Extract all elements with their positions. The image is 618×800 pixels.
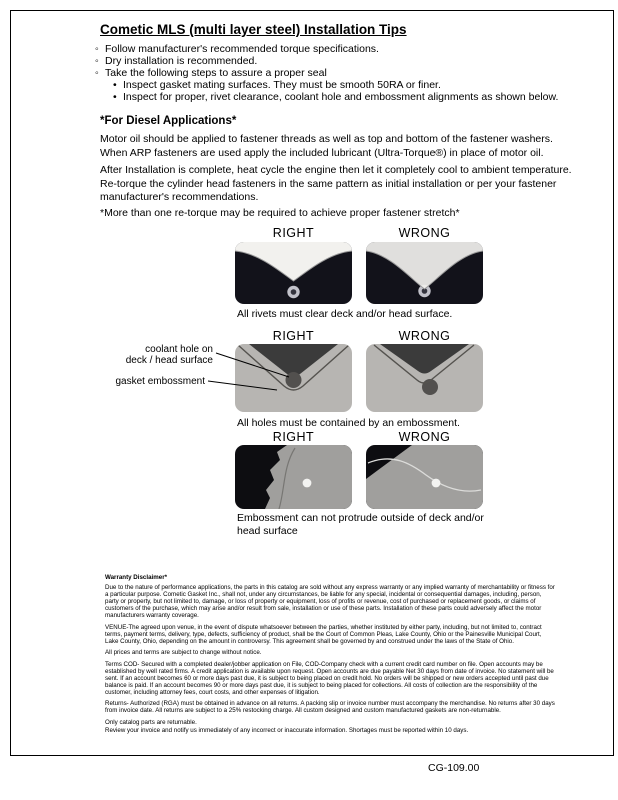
tips-list [95,43,379,79]
page-title: Cometic MLS (multi layer steel) Installation Tips [100,22,407,37]
legal-paragraph: All prices and terms are subject to change without notice. [105,649,262,656]
retorque-note: *More than one re-torque may be required to achieve proper fastener stretch* [100,207,460,219]
legal-paragraph: Terms COD- Secured with a completed dealer/jobber application on File, COD-Company check with a current credit card number on file. Open accounts may be established by well rated firms. A credit application is available upon request. Open accounts are due payable Net 30 days from date of invoice. No statement will be sent. If an account becomes 60 or more days past due, it is subject to being placed on credit hold. No orders will be shipped or new orders accepted until past due balance is paid. If an account becomes 90 or more days past due, it is subject to being placed for collections. All costs of collection are the responsibility of the customer, including attorney fees, court costs, and other expenses of litigation. [105,660,554,696]
legal-paragraph: VENUE-The agreed upon venue, in the event of dispute whatsoever between the parties, whether instituted by either party, including, but not limited to, contract terms, payment terms, delivery, type, defects, sufficiency of product, shall be the Court of Common Pleas, Lake County, Ohio or the Painesville Municipal Court, Lake County, Ohio, depending on the amount in controversy. This agreement shall be governed by and construed under the laws of the State of Ohio. [105,623,542,645]
figure3-caption: Embossment can not protrude outside of deck and/or head surface [237,512,484,537]
sub-tip-item [113,91,558,103]
hole-embossment-wrong-image [366,344,483,412]
sub-tip-text: Inspect gasket mating surfaces. They must be smooth 50RA or finer. [123,79,441,91]
legal-paragraph: Review your invoice and notify us immediately of any incorrect or inaccurate information. Shortages must be reported within 10 days. [105,726,469,734]
tip-item [95,43,379,55]
tip-text: Dry installation is recommended. [105,55,258,67]
circle-bullet-icon: ◦ [95,55,99,67]
figure2-right-label: RIGHT [272,329,315,343]
figure1-caption: All rivets must clear deck and/or head surface. [237,308,453,320]
hole-embossment-right-image [235,344,352,412]
legal-paragraph: Only catalog parts are returnable. [105,718,197,726]
figure1-wrong-label: WRONG [398,226,451,240]
warranty-disclaimer-heading: Warranty Disclaimer* [105,574,168,581]
gasket-embossment-callout-label: gasket embossment [115,376,205,387]
circle-bullet-icon: ◦ [95,67,99,79]
legal-section [105,574,555,738]
page-code: CG-109.00 [428,762,480,774]
coolant-hole-callout-line2: deck / head surface [125,355,213,366]
sub-tips-list [113,79,558,103]
circle-bullet-icon: ◦ [95,43,99,55]
diesel-applications-heading: *For Diesel Applications* [100,115,237,127]
diesel-paragraph-2: After Installation is complete, heat cycle the engine then let it completely cool to ambient temperature. Re-torque the cylinder head fasteners in the same pattern as initial installation or per your fastener manufacturer's recommendations. [100,164,572,203]
tip-item [95,67,379,79]
tip-item [95,55,379,67]
coolant-hole-callout-label [125,344,213,366]
rivet-clear-right-image [235,242,352,304]
embossment-protrude-wrong-image [366,445,483,509]
figure3-wrong-label: WRONG [398,430,451,444]
figure2-wrong-label: WRONG [398,329,451,343]
dot-bullet-icon: • [113,91,117,103]
coolant-hole-callout-line1: coolant hole on [145,344,213,355]
legal-paragraph: Due to the nature of performance applications, the parts in this catalog are sold without any express warranty or any implied warranty of merchantability or fitness for a particular purpose. Cometic Gasket Inc., shall not, under any circumstances, be liable for any special, incidental or consequential damages, including, person, party or property, but not limited to, damage, or loss of property or equipment, loss of profits or revenue, cost of purchased or replacement goods, or claims of customers of the purchase, which may arise and/or result from sale, installation or use of these parts. Installation of these parts could adversely affect the motor manufacturers warranty coverage. [105,584,555,619]
rivet-clear-wrong-image [366,242,483,304]
dot-bullet-icon: • [113,79,117,91]
tip-text: Follow manufacturer's recommended torque specifications. [105,43,379,55]
legal-paragraph: Returns- Authorized (RGA) must be obtained in advance on all returns. A packing slip or invoice number must accompany the merchandise. No returns after 30 days from invoice date. All returns are subject to a 25% restocking charge. All custom designed and custom manufactured gaskets are non-returnable. [105,700,555,714]
figure2-caption: All holes must be contained by an embossment. [237,417,460,429]
figure3-right-label: RIGHT [272,430,315,444]
diesel-paragraph-1: Motor oil should be applied to fastener threads as well as top and bottom of the fastener washers. When ARP fasteners are used apply the included lubricant (Ultra-Torque®) in place of motor oil. [100,133,553,159]
sub-tip-text: Inspect for proper, rivet clearance, coolant hole and embossment alignments as shown below. [123,91,559,103]
sub-tip-item [113,79,558,91]
tip-text: Take the following steps to assure a proper seal [105,67,327,79]
embossment-contained-right-image [235,445,352,509]
figure1-right-label: RIGHT [272,226,315,240]
